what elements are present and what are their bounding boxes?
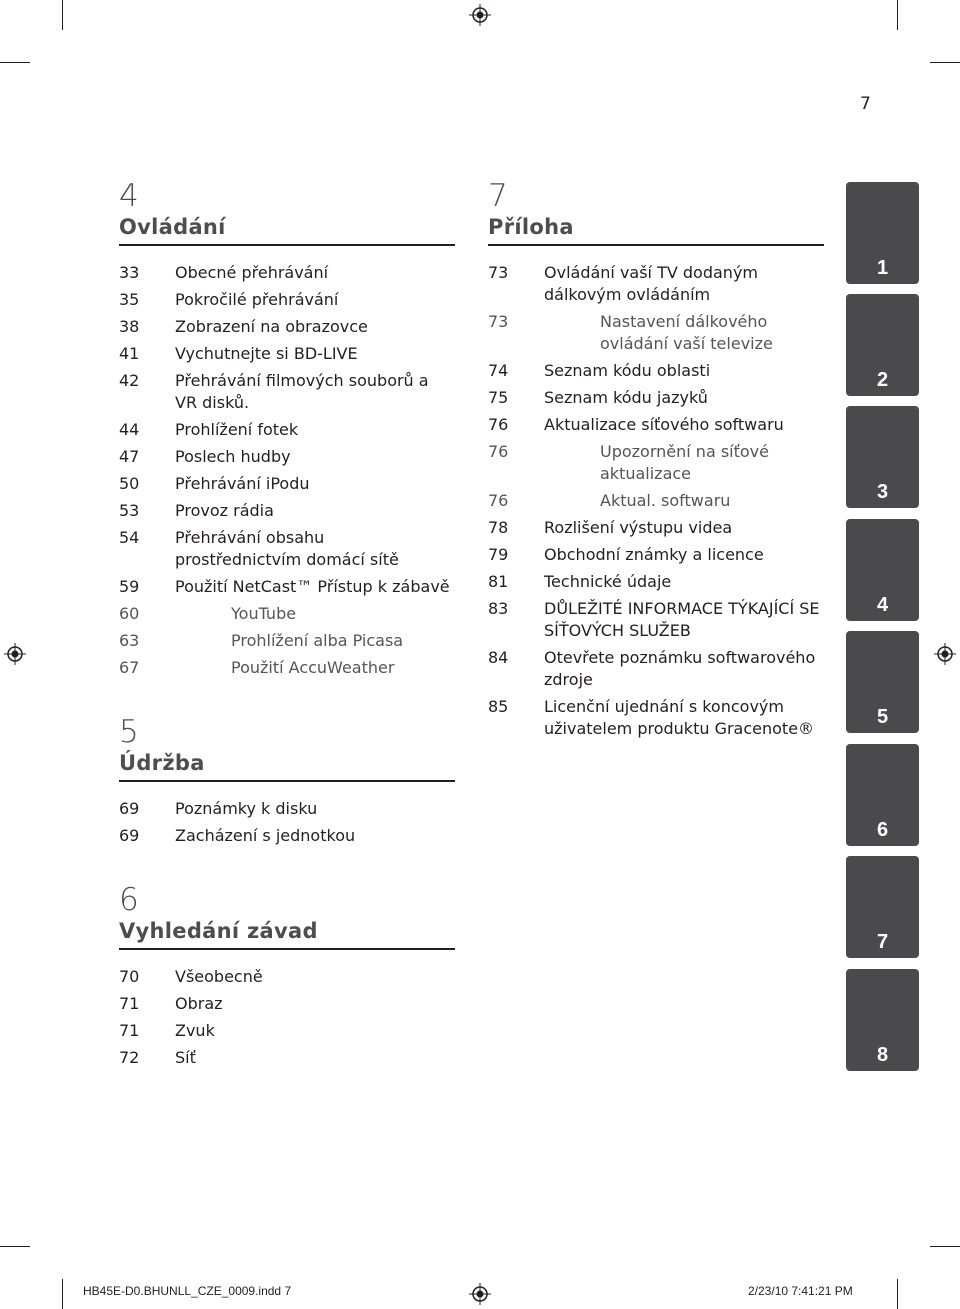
toc-entry-title: YouTube <box>231 604 297 623</box>
toc-list <box>119 798 455 847</box>
chapter-tab-6[interactable]: 6 <box>846 744 919 846</box>
toc-entry-title: Seznam kódu oblasti <box>544 361 711 380</box>
toc-list <box>119 966 455 1069</box>
section-number: 6 <box>119 882 139 918</box>
crop-mark <box>0 62 30 63</box>
toc-page-number: 60 <box>119 604 140 623</box>
toc-page-number: 78 <box>488 518 509 537</box>
toc-page-number: 76 <box>488 415 509 434</box>
toc-entry <box>119 316 455 338</box>
toc-entry <box>119 576 455 598</box>
chapter-tab-5[interactable]: 5 <box>846 631 919 733</box>
toc-entry <box>119 262 455 284</box>
registration-mark-icon <box>4 643 26 665</box>
section-title: Ovládání <box>119 215 226 239</box>
toc-page-number: 53 <box>119 501 140 520</box>
crop-mark <box>897 1279 898 1309</box>
toc-entry-title: Všeobecně <box>175 967 263 986</box>
chapter-tab-7[interactable]: 7 <box>846 856 919 958</box>
toc-entry-title: Upozornění na síťové aktualizace <box>600 442 769 483</box>
toc-entry <box>488 647 824 691</box>
toc-entry-title: Obraz <box>175 994 223 1013</box>
toc-page-number: 71 <box>119 1021 140 1040</box>
toc-entry-title: Technické údaje <box>544 572 672 591</box>
toc-entry-title: Přehrávání filmových souborů a VR disků. <box>175 371 429 412</box>
registration-mark-icon <box>934 643 956 665</box>
toc-entry-title: Obecné přehrávání <box>175 263 329 282</box>
chapter-tab-4[interactable]: 4 <box>846 519 919 621</box>
toc-entry <box>119 993 455 1015</box>
toc-entry-title: Pokročilé přehrávání <box>175 290 339 309</box>
toc-entry-title: Přehrávání iPodu <box>175 474 310 493</box>
toc-entry-title: Použití NetCast™ Přístup k zábavě <box>175 577 450 596</box>
toc-page-number: 63 <box>119 631 140 650</box>
toc-page-number: 50 <box>119 474 140 493</box>
toc-page-number: 83 <box>488 599 509 618</box>
section-title: Příloha <box>488 215 574 239</box>
chapter-tab-1[interactable]: 1 <box>846 182 919 284</box>
crop-mark <box>62 0 63 30</box>
toc-entry-title: Aktual. softwaru <box>600 491 731 510</box>
toc-entry-title: Přehrávání obsahu prostřednictvím domácí sítě <box>175 528 399 569</box>
toc-page-number: 76 <box>488 491 509 510</box>
toc-page-number: 76 <box>488 442 509 461</box>
toc-entry-title: Síť <box>175 1048 196 1067</box>
chapter-tab-3[interactable]: 3 <box>846 406 919 508</box>
toc-entry <box>488 311 824 355</box>
toc-entry-title: Zobrazení na obrazovce <box>175 317 368 336</box>
toc-page-number: 72 <box>119 1048 140 1067</box>
section-divider <box>119 780 455 782</box>
toc-page-number: 44 <box>119 420 140 439</box>
toc-entry <box>119 446 455 468</box>
toc-page-number: 73 <box>488 263 509 282</box>
toc-list <box>488 262 824 740</box>
section-number: 4 <box>119 178 139 214</box>
toc-entry-title: Vychutnejte si BD-LIVE <box>175 344 358 363</box>
toc-entry <box>119 630 455 652</box>
toc-page-number: 47 <box>119 447 140 466</box>
toc-entry <box>119 966 455 988</box>
toc-entry <box>488 598 824 642</box>
toc-entry-title: DŮLEŽITÉ INFORMACE TÝKAJÍCÍ SE SÍŤOVÝCH SLUŽEB <box>544 599 820 640</box>
footer-timestamp: 2/23/10 7:41:21 PM <box>748 1284 853 1298</box>
section-number: 7 <box>488 178 508 214</box>
section-title: Údržba <box>119 751 205 775</box>
toc-entry-title: Ovládání vaší TV dodaným dálkovým ovládáním <box>544 263 758 304</box>
crop-mark <box>0 1246 30 1247</box>
toc-entry-title: Rozlišení výstupu videa <box>544 518 733 537</box>
toc-page-number: 33 <box>119 263 140 282</box>
toc-page-number: 35 <box>119 290 140 309</box>
toc-entry <box>119 419 455 441</box>
toc-entry <box>119 370 455 414</box>
toc-entry <box>488 387 824 409</box>
toc-entry-title: Provoz rádia <box>175 501 274 520</box>
toc-page-number: 75 <box>488 388 509 407</box>
toc-entry <box>119 1047 455 1069</box>
toc-entry <box>119 1020 455 1042</box>
section-4 <box>119 178 455 684</box>
toc-entry-title: Otevřete poznámku softwarového zdroje <box>544 648 816 689</box>
section-number: 5 <box>119 714 139 750</box>
section-divider <box>119 948 455 950</box>
toc-entry <box>119 657 455 679</box>
toc-entry-title: Prohlížení alba Picasa <box>231 631 404 650</box>
toc-list <box>119 262 455 679</box>
chapter-tab-8[interactable]: 8 <box>846 969 919 1071</box>
toc-entry <box>119 825 455 847</box>
toc-entry <box>488 414 824 436</box>
toc-page-number: 54 <box>119 528 140 547</box>
footer-file-label: HB45E-D0.BHUNLL_CZE_0009.indd 7 <box>83 1284 292 1298</box>
section-title: Vyhledání závad <box>119 919 318 943</box>
crop-mark <box>930 62 960 63</box>
toc-entry-title: Zvuk <box>175 1021 215 1040</box>
chapter-tab-2[interactable]: 2 <box>846 294 919 396</box>
toc-entry <box>119 289 455 311</box>
toc-entry-title: Aktualizace síťového softwaru <box>544 415 784 434</box>
toc-page-number: 42 <box>119 371 140 390</box>
toc-entry-title: Nastavení dálkového ovládání vaší televize <box>600 312 773 353</box>
section-6 <box>119 882 455 1074</box>
toc-entry <box>488 262 824 306</box>
toc-entry <box>488 441 824 485</box>
page-number: 7 <box>860 94 871 114</box>
crop-mark <box>62 1279 63 1309</box>
registration-mark-icon <box>469 4 491 26</box>
registration-mark-icon <box>469 1283 491 1305</box>
toc-entry <box>119 798 455 820</box>
toc-entry <box>488 517 824 539</box>
toc-entry-title: Poznámky k disku <box>175 799 318 818</box>
toc-entry <box>119 527 455 571</box>
toc-page-number: 69 <box>119 799 140 818</box>
toc-page-number: 69 <box>119 826 140 845</box>
toc-entry <box>119 603 455 625</box>
toc-page-number: 79 <box>488 545 509 564</box>
toc-page-number: 74 <box>488 361 509 380</box>
toc-entry <box>488 490 824 512</box>
section-divider <box>488 244 824 246</box>
toc-entry-title: Zacházení s jednotkou <box>175 826 356 845</box>
toc-page-number: 84 <box>488 648 509 667</box>
toc-page-number: 85 <box>488 697 509 716</box>
toc-entry <box>119 473 455 495</box>
toc-page-number: 67 <box>119 658 140 677</box>
crop-mark <box>930 1246 960 1247</box>
toc-page-number: 38 <box>119 317 140 336</box>
toc-entry <box>488 571 824 593</box>
toc-entry <box>488 544 824 566</box>
crop-mark <box>897 0 898 30</box>
toc-entry-title: Licenční ujednání s koncovým uživatelem produktu Gracenote® <box>544 697 815 738</box>
toc-entry-title: Obchodní známky a licence <box>544 545 764 564</box>
toc-entry <box>119 500 455 522</box>
section-7 <box>488 178 824 745</box>
toc-page-number: 70 <box>119 967 140 986</box>
section-5 <box>119 714 455 852</box>
toc-page-number: 81 <box>488 572 509 591</box>
toc-entry-title: Poslech hudby <box>175 447 291 466</box>
toc-page-number: 73 <box>488 312 509 331</box>
toc-entry <box>488 360 824 382</box>
toc-page-number: 59 <box>119 577 140 596</box>
section-divider <box>119 244 455 246</box>
toc-entry <box>488 696 824 740</box>
toc-entry-title: Použití AccuWeather <box>231 658 395 677</box>
toc-entry <box>119 343 455 365</box>
toc-entry-title: Seznam kódu jazyků <box>544 388 708 407</box>
toc-page-number: 71 <box>119 994 140 1013</box>
toc-entry-title: Prohlížení fotek <box>175 420 299 439</box>
toc-page-number: 41 <box>119 344 140 363</box>
